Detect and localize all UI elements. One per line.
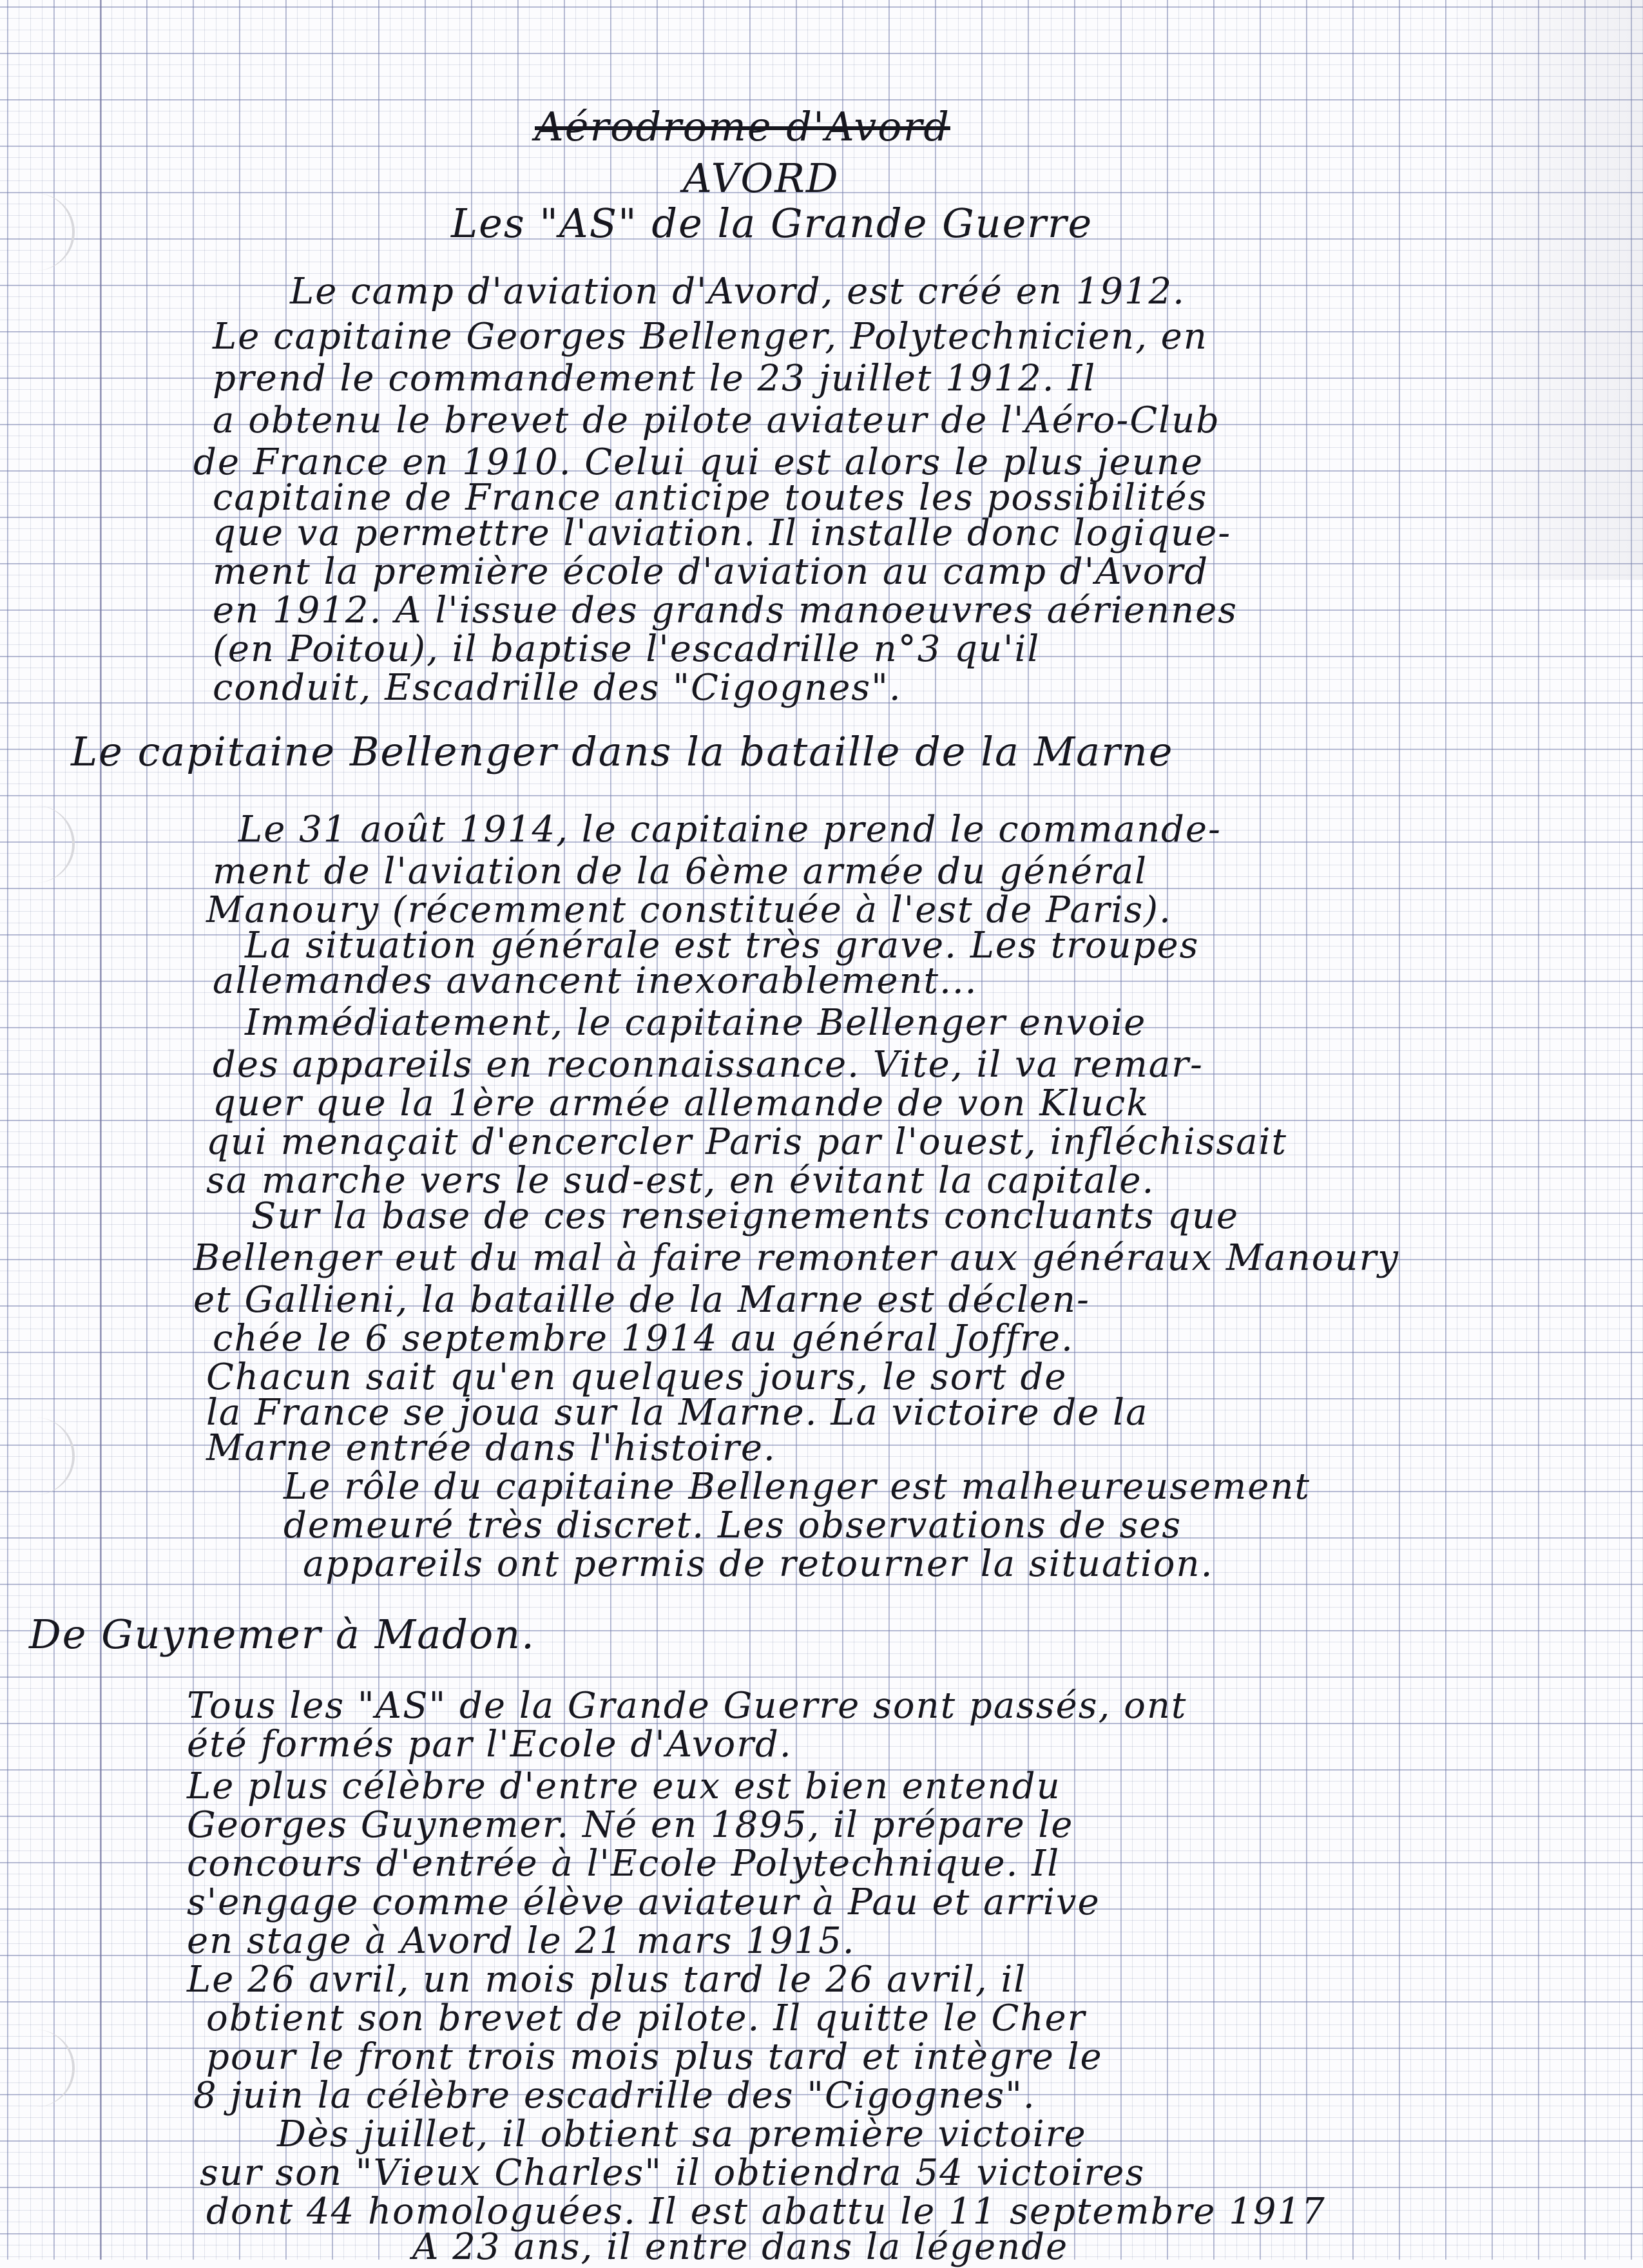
paragraph-line: chée le 6 septembre 1914 au général Joffre. xyxy=(213,1318,1074,1360)
paragraph-line: Le 26 avril, un mois plus tard le 26 avril, il xyxy=(187,1959,1027,2001)
paragraph-line: Tous les "AS" de la Grande Guerre sont passés, ont xyxy=(187,1685,1187,1727)
paragraph-line: la France se joua sur la Marne. La victoire de la xyxy=(206,1392,1149,1434)
paragraph-line: (en Poitou), il baptise l'escadrille n°3 qu'il xyxy=(213,628,1041,670)
paragraph-line: concours d'entrée à l'Ecole Polytechnique. Il xyxy=(187,1843,1061,1885)
paragraph-line: des appareils en reconnaissance. Vite, il va remar- xyxy=(213,1044,1204,1086)
paragraph-line: en stage à Avord le 21 mars 1915. xyxy=(187,1920,856,1962)
paragraph-line: ment de l'aviation de la 6ème armée du général xyxy=(213,850,1148,892)
paragraph-line: ment la première école d'aviation au camp d'Avord xyxy=(213,551,1209,593)
paragraph-line: Bellenger eut du mal à faire remonter aux généraux Manoury xyxy=(193,1237,1399,1279)
paragraph-line: s'engage comme élève aviateur à Pau et arrive xyxy=(187,1881,1100,1923)
paragraph-line: allemandes avancent inexorablement... xyxy=(213,960,978,1002)
paragraph-line: Le camp d'aviation d'Avord, est créé en 1912. xyxy=(290,271,1186,312)
paragraph-line: obtient son brevet de pilote. Il quitte le Cher xyxy=(206,1997,1086,2039)
paragraph-line: appareils ont permis de retourner la situation. xyxy=(303,1543,1214,1585)
paragraph-line: Le rôle du capitaine Bellenger est malheureusement xyxy=(283,1466,1311,1508)
paragraph-line: Dès juillet, il obtient sa première victoire xyxy=(277,2113,1087,2155)
paragraph-line: La situation générale est très grave. Les troupes xyxy=(245,925,1200,966)
paragraph-line: sa marche vers le sud-est, en évitant la capitale. xyxy=(206,1160,1155,1202)
page-title: Les "AS" de la Grande Guerre xyxy=(451,200,1093,247)
paragraph-line: Chacun sait qu'en quelques jours, le sort de xyxy=(206,1356,1068,1398)
paragraph-line: a obtenu le brevet de pilote aviateur de l'Aéro-Club xyxy=(213,399,1220,441)
paragraph-line: en 1912. A l'issue des grands manoeuvres aériennes xyxy=(213,590,1238,631)
paragraph-line: A 23 ans, il entre dans la légende xyxy=(412,2226,1069,2268)
paragraph-line: été formés par l'Ecole d'Avord. xyxy=(187,1724,793,1765)
paragraph-line: Le 31 août 1914, le capitaine prend le commande- xyxy=(238,809,1222,850)
struck-title: Aérodrome d'Avord xyxy=(535,103,950,150)
paragraph-line: Sur la base de ces renseignements concluants que xyxy=(251,1195,1240,1237)
section-heading: Le capitaine Bellenger dans la bataille de la Marne xyxy=(71,728,1174,775)
paragraph-line: demeuré très discret. Les observations de ses xyxy=(283,1504,1182,1546)
paragraph-line: prend le commandement le 23 juillet 1912. Il xyxy=(213,358,1097,399)
paragraph-line: Manoury (récemment constituée à l'est de Paris). xyxy=(206,889,1172,931)
paragraph-line: 8 juin la célèbre escadrille des "Cigognes". xyxy=(193,2075,1036,2117)
paragraph-line: capitaine de France anticipe toutes les possibilités xyxy=(213,477,1208,519)
paragraph-line: dont 44 homologuées. Il est abattu le 11 septembre 1917 xyxy=(206,2191,1326,2233)
paragraph-line: de France en 1910. Celui qui est alors le plus jeune xyxy=(193,441,1204,483)
paragraph-line: Immédiatement, le capitaine Bellenger envoie xyxy=(245,1002,1147,1044)
paragraph-line: Georges Guynemer. Né en 1895, il prépare le xyxy=(187,1804,1074,1846)
margin-line xyxy=(100,0,102,2260)
place-heading: AVORD xyxy=(683,155,840,202)
paragraph-line: Le capitaine Georges Bellenger, Polytechnicien, en xyxy=(213,316,1208,358)
paragraph-line: sur son "Vieux Charles" il obtiendra 54 victoires xyxy=(200,2152,1146,2194)
paragraph-line: et Gallieni, la bataille de la Marne est déclen- xyxy=(193,1279,1090,1321)
paragraph-line: que va permettre l'aviation. Il installe donc logique- xyxy=(213,512,1232,554)
paragraph-line: Le plus célèbre d'entre eux est bien entendu xyxy=(187,1765,1061,1807)
paragraph-line: pour le front trois mois plus tard et intègre le xyxy=(206,2036,1103,2078)
paragraph-line: Marne entrée dans l'histoire. xyxy=(206,1427,776,1469)
section-heading: De Guynemer à Madon. xyxy=(29,1611,535,1658)
paragraph-line: qui menaçait d'encercler Paris par l'ouest, infléchissait xyxy=(206,1121,1288,1163)
paragraph-line: conduit, Escadrille des "Cigognes". xyxy=(213,667,902,709)
show-through-shadow xyxy=(1450,0,1643,580)
paragraph-line: quer que la 1ère armée allemande de von Kluck xyxy=(213,1082,1150,1124)
